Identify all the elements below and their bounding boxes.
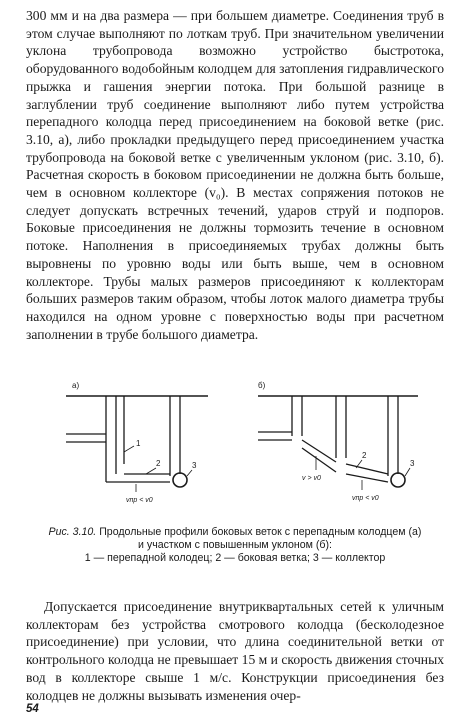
marker-2b: 2 [362,451,367,460]
body-paragraph-1: 300 мм и на два размера — при большем диаметре. Соединения труб в этом случае выполняют по лоткам труб. При значительном увеличении уклона трубопровода возможно устройство быстротока, оборудованного водобойным колодцем для затопления гидравлического прыжка и гашения энергии потока. При большой разнице в заглублении труб соединение выполняют либо путем устройства перепадного колодца перед присоединением на боковой ветке (рис. 3.10, а), либо прокладки предыдущего перед присоединением участка трубопровода на боковой ветке с увеличенным уклоном (рис. 3.10, б). Расчетная скорость в боковом присоединении не должна быть больше, чем в основном коллекторе (v₀). В местах сопряжения потоков не следует допускать встречных течений, ударов струй и подпоров. Боковые присоединения не должны тормозить течение в основном потоке. Наполнения в присоединяемых трубах должны быть выровнены по уровню воды или быть выше, чем в основном коллекторе. Трубы малых размеров присоединяют к коллекторам больших размеров таким образом, чтобы лоток малого диаметра трубы находился на одном уровне с поверхностью воды при расчетном заполнении в трубе большого диаметра. [26,8,444,342]
caption-line-2: и участком с повышенным уклоном (б): [138,539,332,551]
lower-pipe-bottom-b [346,474,388,482]
page-number: 54 [26,703,39,715]
collector-pipe-b [391,473,405,487]
profile-diagram [58,376,428,516]
leader-1 [124,446,134,452]
lower-pipe-top-b [346,464,388,474]
leader-2a [146,468,156,474]
velocity-label-a: vпр < v0 [126,497,153,504]
collector-pipe-a [173,473,187,487]
velocity-label-b-slope: v > v0 [302,475,321,482]
marker-2a: 2 [156,459,161,468]
caption-label: Рис. 3.10. [48,526,97,538]
leader-3b [405,468,410,476]
figure-3-10 [58,376,428,516]
body-paragraph-2: Допускается присоединение внутриквартальных сетей к уличным коллекторам без устройства смотрового колодца (бесколодезное присоединение) при условии, что длина соединительной ветки от контрольного колодца не превышает 15 м и скорость движения сточных вод в коллекторе свыше 1 м/с. Конструкции присоединения без колодцев не должны вызывать изменения очер- [26,599,444,703]
panel-b-label: б) [258,381,266,390]
caption-line-3: 1 — перепадной колодец; 2 — боковая ветка; 3 — коллектор [84,552,386,564]
marker-3b: 3 [410,459,415,468]
figure-caption [26,526,444,565]
marker-1: 1 [136,439,141,448]
marker-3a: 3 [192,461,197,470]
velocity-label-b: vпр < v0 [352,495,379,502]
caption-line-1: Рис. 3.10. Продольные профили боковых веток с перепадным колодцем (а) [48,526,422,538]
leader-3a [187,470,192,476]
panel-a-label: а) [72,381,80,390]
panel-b-drawing [258,396,418,490]
